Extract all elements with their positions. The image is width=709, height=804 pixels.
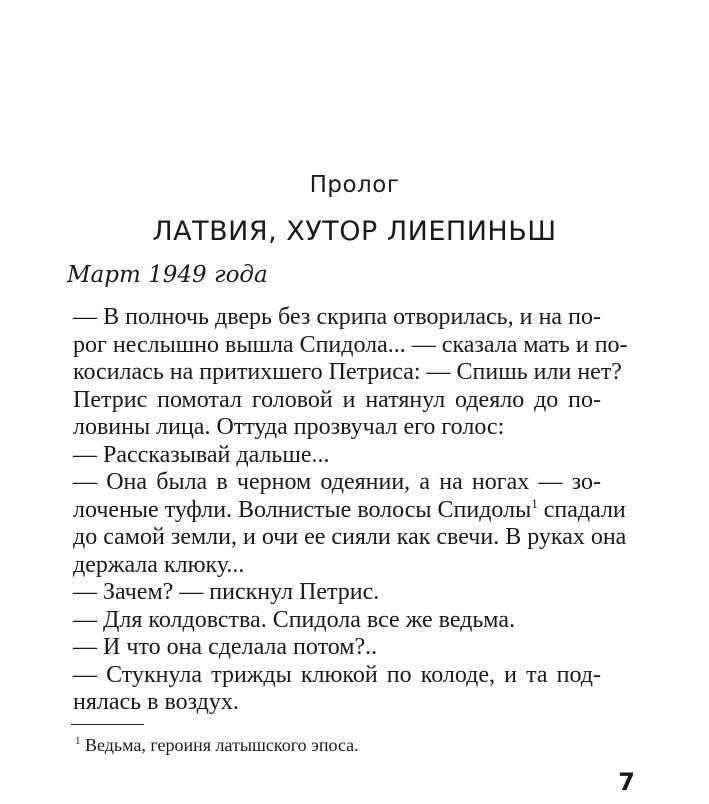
text-line: — Зачем? — пискнул Петрис. [73, 579, 380, 605]
text-line: Петрис помотал головой и натянул одеяло до по- [73, 386, 601, 413]
text-line: нялась в воздух. [73, 689, 239, 715]
text-line: косилась на притихшего Петриса: — Спишь или нет? [73, 359, 622, 385]
text-line: — В полночь дверь без скрипа отворилась, и на по- [73, 304, 601, 330]
section-heading: Пролог [309, 172, 400, 198]
chapter-date: Март 1949 года [67, 262, 268, 288]
text-line: — Для колдовства. Спидола все же ведьма. [73, 606, 515, 633]
footnote [75, 735, 359, 756]
footnote-divider [71, 724, 144, 725]
text-fragment: спадали [543, 496, 626, 523]
text-line: ловины лица. Оттуда прозвучал его голос: [73, 414, 505, 440]
text-line-with-footnote [73, 495, 626, 525]
footnote-text: Ведьма, героиня латышского эпоса. [85, 735, 359, 755]
text-line: — И что она сделала потом?.. [73, 634, 378, 660]
page-number: 7 [618, 768, 635, 796]
text-fragment: лоченые туфли. Волнистые волосы Спидолы [73, 496, 532, 523]
body-text [73, 304, 628, 717]
text-line: до самой земли, и очи ее сияли как свечи. В руках она [73, 524, 627, 550]
text-line: — Она была в черном одеянии, а на ногах — зо- [73, 469, 601, 495]
text-line: — Стукнула трижды клюкой по колоде, и та под- [73, 661, 601, 688]
chapter-title: ЛАТВИЯ, ХУТОР ЛИЕПИНЬШ [152, 216, 557, 247]
footnote-marker: 1 [531, 495, 538, 511]
text-line: — Рассказывай дальше... [73, 441, 330, 468]
text-line: рог неслышно вышла Спидола... — сказала мать и по- [73, 331, 628, 358]
footnote-marker: 1 [75, 735, 81, 747]
text-line: держала клюку... [73, 551, 245, 578]
